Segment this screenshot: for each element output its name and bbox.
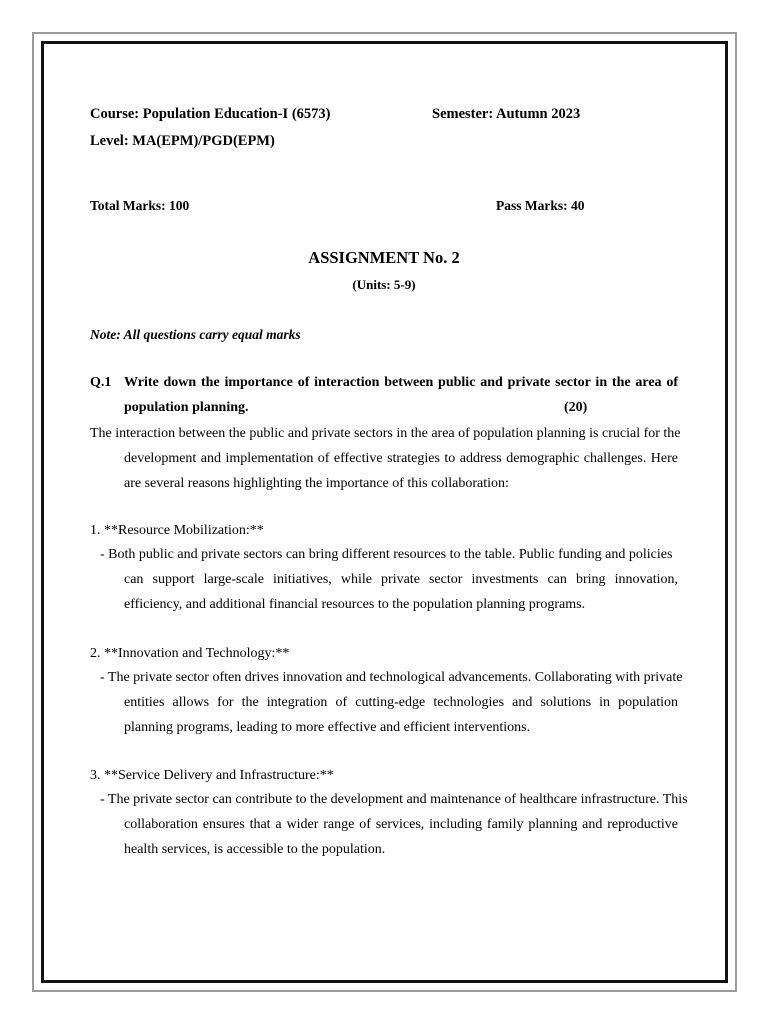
pass-marks: Pass Marks: 40: [496, 198, 585, 213]
intro-continuation: development and implementation of effective strategies to address demographic challenges. Here are several reasons highlighting the importance of this collaboration:: [124, 451, 678, 491]
point-first-line: - The private sector can contribute to the development and maintenance of healthcare infrastructure. This: [100, 792, 688, 807]
point-heading: 2. **Innovation and Technology:**: [90, 646, 290, 661]
assignment-note: Note: All questions carry equal marks: [90, 327, 301, 342]
point-continuation: can support large-scale initiatives, while private sector investments can bring innovation, efficiency, and additional financial resources to the population planning programs.: [124, 572, 678, 612]
question-text-line2: population planning.: [124, 400, 249, 415]
assignment-title: ASSIGNMENT No. 2: [308, 248, 460, 267]
level-label: Level: MA(EPM)/PGD(EPM): [90, 133, 275, 149]
course-label: Course: Population Education-I (6573): [90, 106, 331, 122]
question-text-line1: Write down the importance of interaction between public and private sector in the area of: [124, 375, 678, 390]
point-first-line: - Both public and private sectors can bring different resources to the table. Public funding and policies: [100, 547, 673, 562]
intro-first-line: The interaction between the public and private sectors in the area of population planning is crucial for the: [90, 426, 681, 441]
point-heading: 1. **Resource Mobilization:**: [90, 523, 264, 538]
point-first-line: - The private sector often drives innovation and technological advancements. Collaborating with private: [100, 670, 683, 685]
point-heading: 3. **Service Delivery and Infrastructure:**: [90, 768, 334, 783]
semester-label: Semester: Autumn 2023: [432, 106, 581, 122]
question-marks: (20): [564, 400, 588, 415]
point-continuation: collaboration ensures that a wider range of services, including family planning and reproductive health services, is accessible to the population.: [124, 817, 678, 857]
question-number: Q.1: [90, 375, 112, 390]
point-continuation: entities allows for the integration of cutting-edge technologies and solutions in population planning programs, leading to more effective and efficient interventions.: [124, 695, 678, 735]
assignment-units: (Units: 5-9): [352, 277, 416, 292]
total-marks: Total Marks: 100: [90, 198, 190, 213]
